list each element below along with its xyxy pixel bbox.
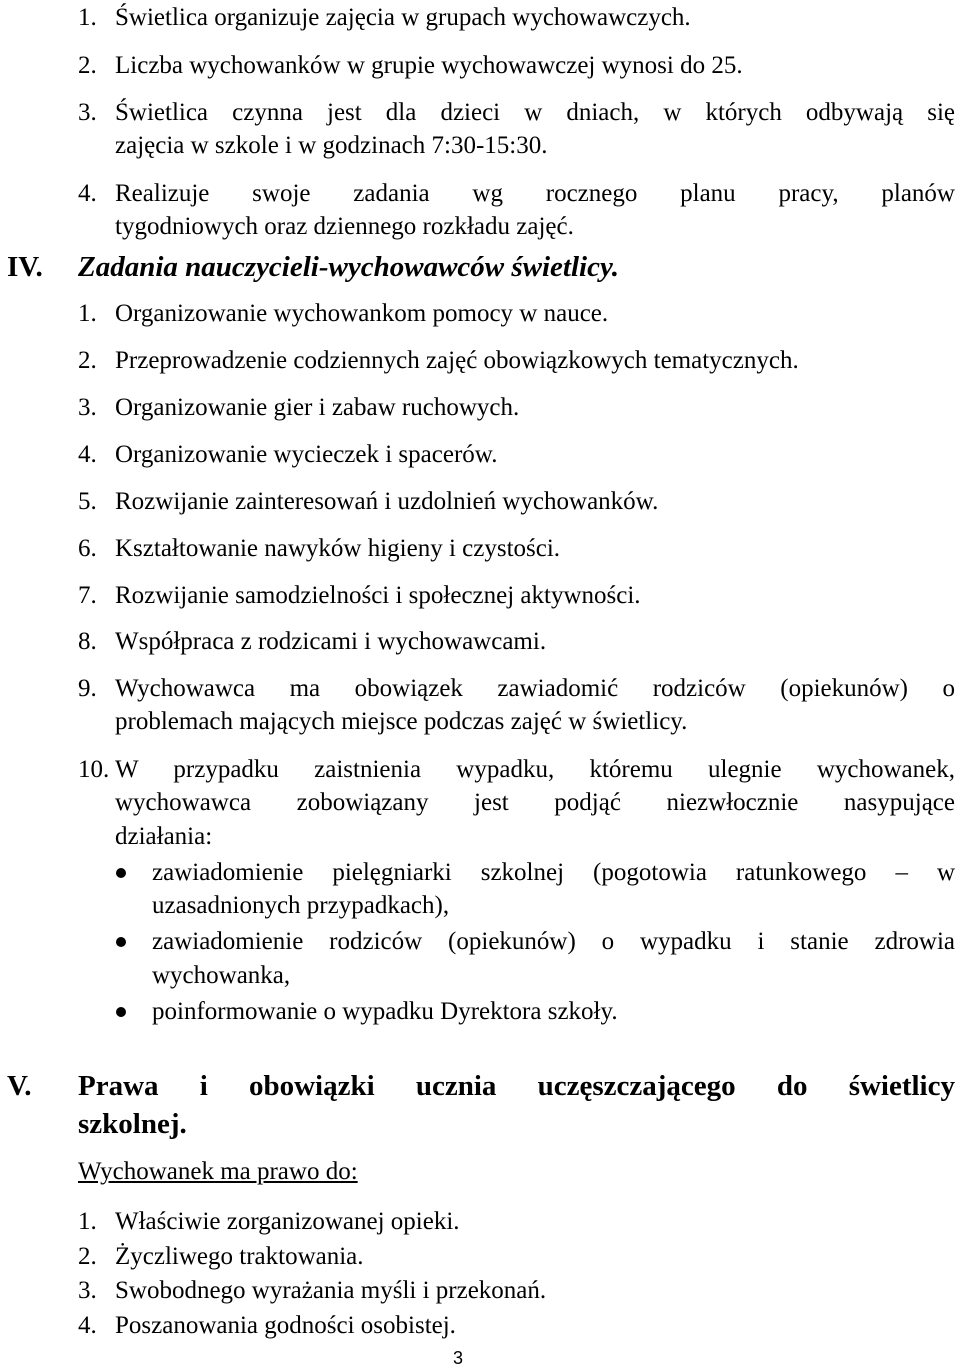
list-item-text: Świetlica czynna jest dla dzieci w dniach, w których odbywają się	[115, 99, 955, 126]
list-number: 8.	[78, 628, 97, 655]
list-number: 3.	[78, 394, 97, 421]
bullet-icon	[116, 868, 126, 878]
list-number: 10.	[78, 756, 110, 783]
list-item-text: Kształtowanie nawyków higieny i czystości.	[115, 535, 561, 562]
list-item-text: Organizowanie wychowankom pomocy w nauce.	[115, 300, 609, 327]
list-item-text: Rozwijanie zainteresowań i uzdolnień wychowanków.	[115, 488, 659, 515]
list-number: 6.	[78, 535, 97, 562]
section-roman-numeral: IV.	[7, 251, 43, 283]
list-item-text: Rozwijanie samodzielności i społecznej aktywności.	[115, 582, 641, 609]
list-item-text: Przeprowadzenie codziennych zajęć obowiązkowych tematycznych.	[115, 347, 799, 374]
list-item-text: Właściwie zorganizowanej opieki.	[115, 1208, 460, 1235]
list-item-text: Wychowawca ma obowiązek zawiadomić rodziców (opiekunów) o	[115, 675, 955, 702]
list-number: 5.	[78, 488, 97, 515]
section-heading: Zadania nauczycieli-wychowawców świetlicy.	[78, 251, 620, 283]
list-number: 2.	[78, 52, 97, 79]
list-number: 9.	[78, 675, 97, 702]
bullet-item-text: uzasadnionych przypadkach),	[152, 892, 450, 919]
bullet-item-text: zawiadomienie pielęgniarki szkolnej (pogotowia ratunkowego – w	[152, 859, 955, 886]
list-item-text: tygodniowych oraz dziennego rozkładu zajęć.	[115, 213, 574, 240]
list-number: 3.	[78, 99, 97, 126]
subheading: Wychowanek ma prawo do:	[78, 1158, 358, 1185]
list-number: 2.	[78, 347, 97, 374]
list-number: 3.	[78, 1277, 97, 1304]
list-item-text: Życzliwego traktowania.	[115, 1243, 364, 1270]
list-item-text: Współpraca z rodzicami i wychowawcami.	[115, 628, 547, 655]
bullet-item-text: wychowanka,	[152, 962, 291, 989]
list-number: 4.	[78, 1312, 97, 1339]
list-item-text: Świetlica organizuje zajęcia w grupach wychowawczych.	[115, 4, 691, 31]
list-item-text: działania:	[115, 823, 213, 850]
list-item-text: Realizuje swoje zadania wg rocznego planu pracy, planów	[115, 180, 955, 207]
page-number: 3	[453, 1348, 464, 1368]
bullet-item-text: zawiadomienie rodziców (opiekunów) o wypadku i stanie zdrowia	[152, 928, 955, 955]
list-item-text: problemach mających miejsce podczas zajęć w świetlicy.	[115, 708, 688, 735]
list-item-text: Poszanowania godności osobistej.	[115, 1312, 456, 1339]
bullet-icon	[116, 937, 126, 947]
list-item-text: Organizowanie gier i zabaw ruchowych.	[115, 394, 520, 421]
list-item-text: zajęcia w szkole i w godzinach 7:30-15:30.	[115, 132, 548, 159]
list-number: 1.	[78, 300, 97, 327]
list-number: 2.	[78, 1243, 97, 1270]
list-item-text: W przypadku zaistnienia wypadku, któremu ulegnie wychowanek,	[115, 756, 955, 783]
list-item-text: Liczba wychowanków w grupie wychowawczej wynosi do 25.	[115, 52, 743, 79]
list-item-text: Organizowanie wycieczek i spacerów.	[115, 441, 498, 468]
list-number: 4.	[78, 441, 97, 468]
section-roman-numeral: V.	[7, 1070, 32, 1102]
bullet-icon	[116, 1007, 126, 1017]
list-item-text: wychowawca zobowiązany jest podjąć niezwłocznie nasypujące	[115, 789, 955, 816]
bullet-item-text: poinformowanie o wypadku Dyrektora szkoły.	[152, 998, 618, 1025]
list-number: 1.	[78, 4, 97, 31]
section-heading-continued: szkolnej.	[78, 1108, 187, 1140]
section-heading: Prawa i obowiązki ucznia uczęszczającego do świetlicy	[78, 1070, 955, 1102]
list-number: 7.	[78, 582, 97, 609]
list-number: 4.	[78, 180, 97, 207]
list-item-text: Swobodnego wyrażania myśli i przekonań.	[115, 1277, 547, 1304]
list-number: 1.	[78, 1208, 97, 1235]
